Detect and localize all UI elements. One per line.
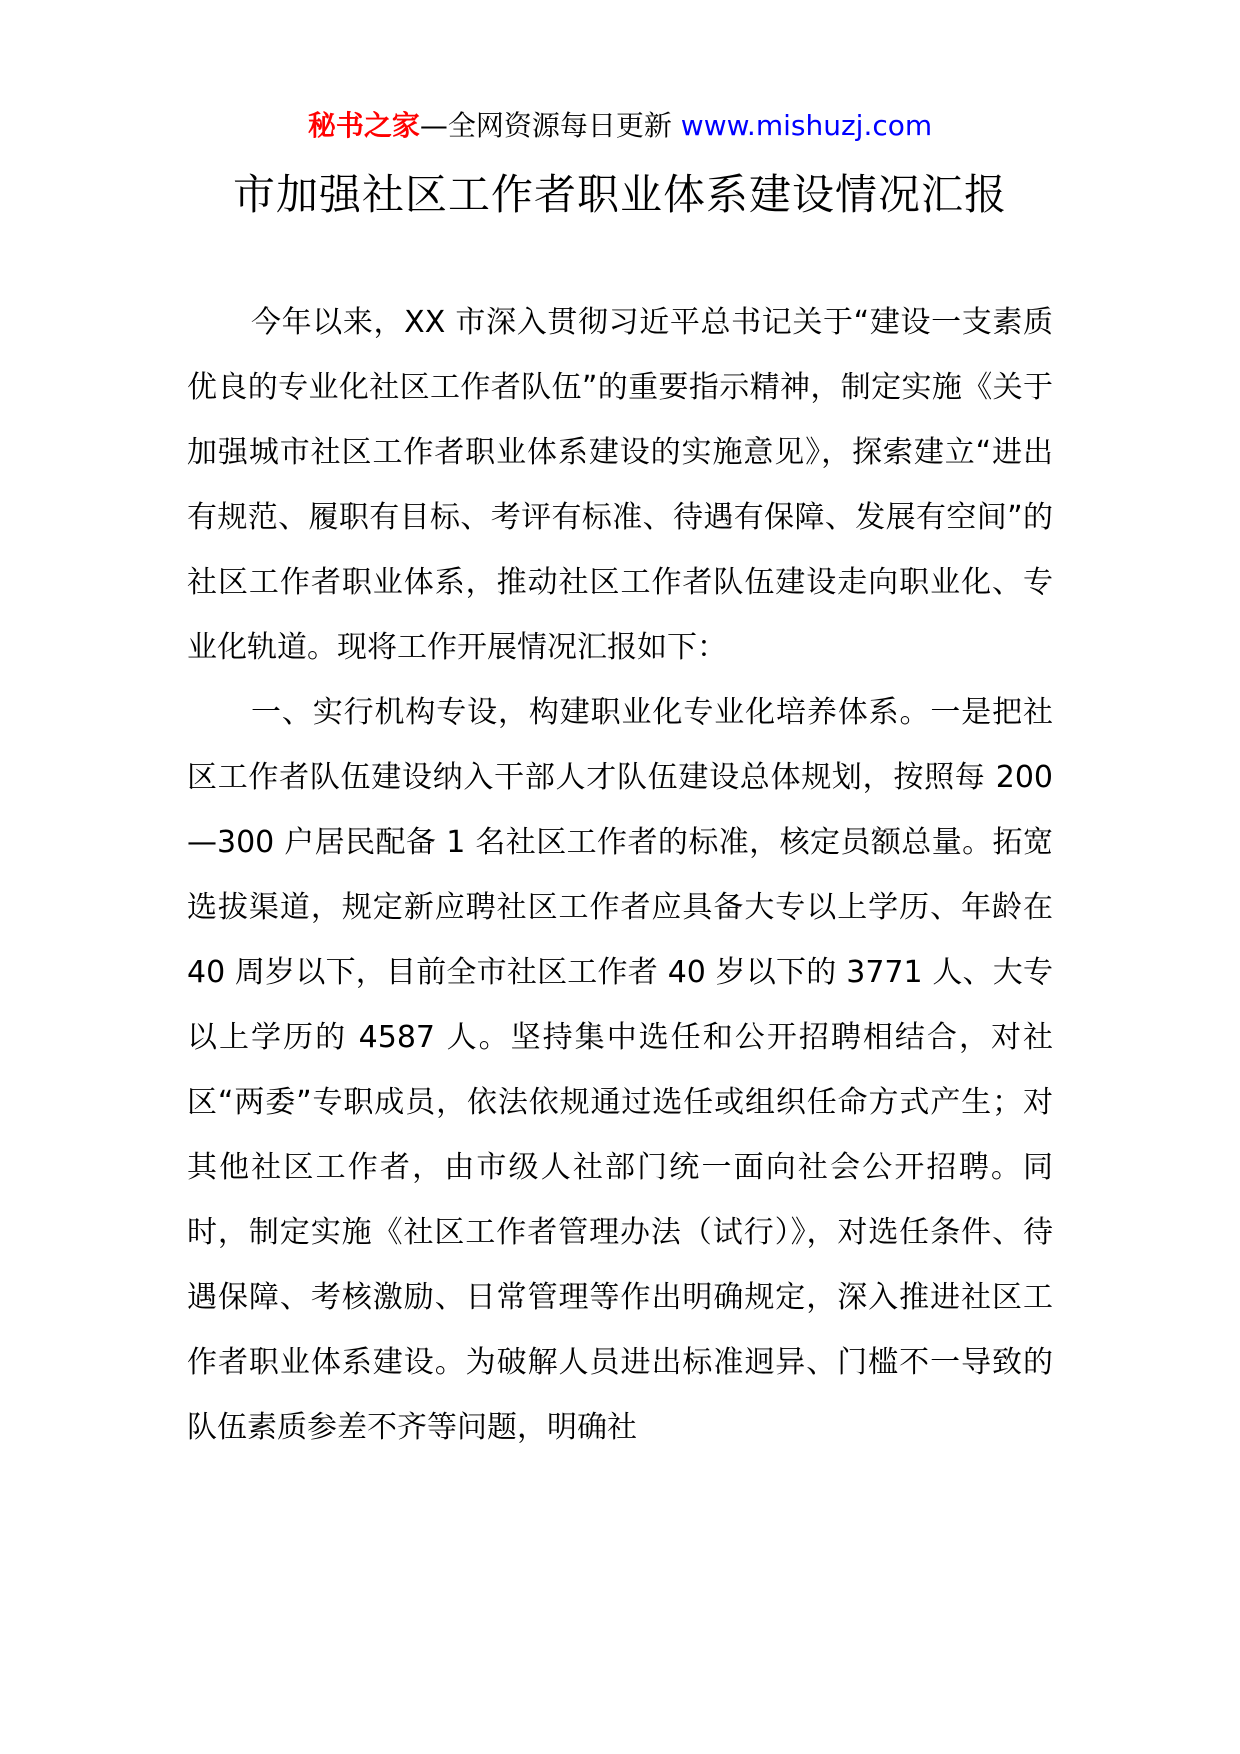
document-body	[187, 290, 1063, 1460]
document-title: 市加强社区工作者职业体系建设情况汇报	[232, 170, 1007, 219]
tagline: —全网资源每日更新	[419, 109, 672, 142]
header-banner	[0, 104, 1240, 148]
website-link[interactable]: www.mishuzj.com	[680, 109, 933, 142]
paragraph-section-one: 一、实行机构专设，构建职业化专业化培养体系。一是把社区工作者队伍建设纳入干部人才队伍建设总体规划，按照每 200—300 户居民配备 1 名社区工作者的标准，核定员额总量。拓宽选拔渠道，规定新应聘社区工作者应具备大专以上学历、年龄在 40 周岁以下，目前全市社区工作者 40 岁以下的 3771 人、大专以上学历的 4587 人。坚持集中选任和公开招聘相结合，对社区“两委”专职成员，依法依规通过选任或组织任命方式产生；对其他社区工作者，由市级人社部门统一面向社会公开招聘。同时，制定实施《社区工作者管理办法（试行）》，对选任条件、待遇保障、考核激励、日常管理等作出明确规定，深入推进社区工作者职业体系建设。为破解人员进出标准迥异、门槛不一导致的队伍素质参差不齐等问题，明确社	[187, 695, 1063, 1445]
brand-name: 秘书之家	[307, 109, 420, 142]
paragraph-intro: 今年以来，XX 市深入贯彻习近平总书记关于“建设一支素质优良的专业化社区工作者队伍”的重要指示精神，制定实施《关于加强城市社区工作者职业体系建设的实施意见》，探索建立“进出有规范、履职有目标、考评有标准、待遇有保障、发展有空间”的社区工作者职业体系，推动社区工作者队伍建设走向职业化、专业化轨道。现将工作开展情况汇报如下：	[187, 305, 1053, 665]
